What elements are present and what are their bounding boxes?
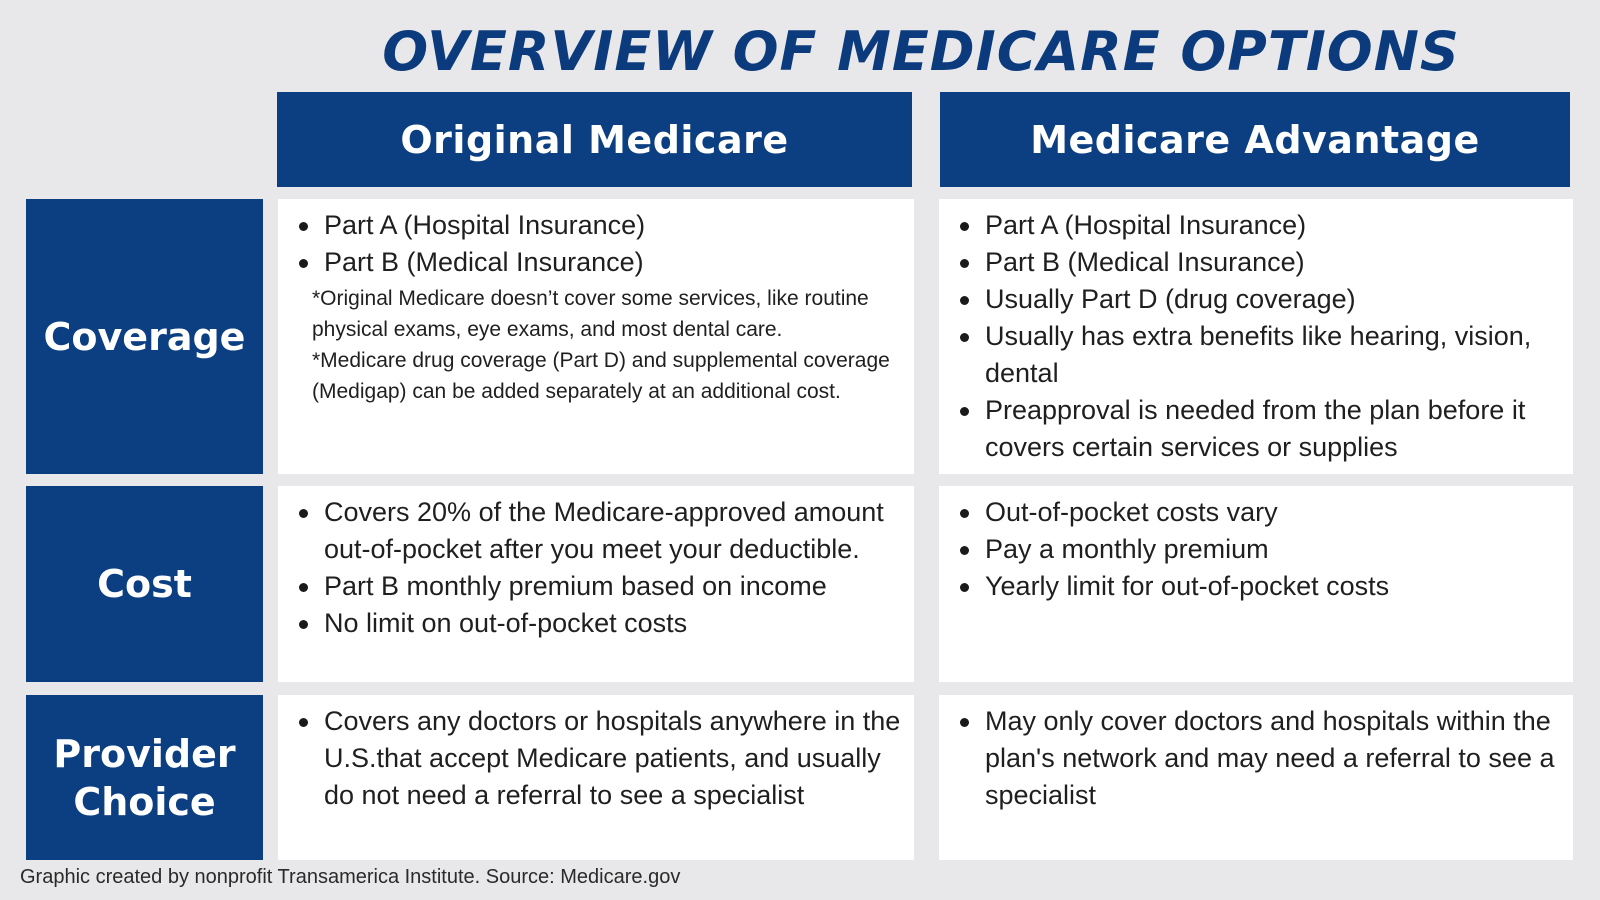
bullet-item	[985, 494, 1565, 531]
bullet-item	[324, 207, 906, 244]
bullet-dot-icon	[299, 718, 308, 727]
bullet-text: Covers 20% of the Medicare-approved amount out-of-pocket after you meet your deductible.	[324, 497, 884, 564]
column-header-original-medicare: Original Medicare	[277, 92, 912, 187]
row-header-provider-label-line1: Provider	[53, 731, 236, 776]
bullet-text: Part B (Medical Insurance)	[324, 247, 644, 277]
bullet-dot-icon	[299, 620, 308, 629]
bullet-text: Usually Part D (drug coverage)	[985, 284, 1356, 314]
bullet-text: May only cover doctors and hospitals within the plan's network and may need a referral to see a specialist	[985, 706, 1555, 810]
bullet-item	[985, 244, 1565, 281]
column-header-medicare-advantage: Medicare Advantage	[940, 92, 1570, 187]
bullet-item	[324, 244, 906, 281]
row-header-coverage-label: Coverage	[43, 314, 246, 359]
bullet-item	[324, 605, 906, 642]
bullet-dot-icon	[960, 583, 969, 592]
cell-cost-original	[278, 486, 914, 682]
bullet-item	[985, 568, 1565, 605]
row-header-cost-label: Cost	[97, 562, 192, 606]
bullet-dot-icon	[960, 546, 969, 555]
bullet-text: Preapproval is needed from the plan before it covers certain services or supplies	[985, 395, 1526, 462]
row-header-cost	[26, 486, 263, 682]
bullet-item	[985, 318, 1565, 392]
bullet-dot-icon	[960, 333, 969, 342]
bullet-dot-icon	[960, 222, 969, 231]
bullet-item	[324, 703, 906, 814]
bullet-list	[939, 695, 1573, 814]
coverage-note: *Original Medicare doesn’t cover some services, like routine physical exams, eye exams, and most dental care.	[312, 287, 869, 341]
row-header-coverage	[26, 199, 263, 474]
cell-cost-advantage	[939, 486, 1573, 682]
bullet-text: Part A (Hospital Insurance)	[324, 210, 646, 240]
page-title: OVERVIEW OF MEDICARE OPTIONS	[382, 20, 1460, 83]
bullet-dot-icon	[960, 509, 969, 518]
bullet-text: Part B monthly premium based on income	[324, 571, 827, 601]
bullet-item	[985, 531, 1565, 568]
bullet-item	[324, 568, 906, 605]
row-header-provider-label-line2: Choice	[73, 779, 216, 824]
bullet-text: Pay a monthly premium	[985, 534, 1269, 564]
cell-provider-original	[278, 695, 914, 860]
row-header-provider-choice	[26, 695, 263, 860]
bullet-text: Yearly limit for out-of-pocket costs	[985, 571, 1390, 601]
bullet-dot-icon	[960, 407, 969, 416]
bullet-dot-icon	[299, 259, 308, 268]
bullet-text: Part B (Medical Insurance)	[985, 247, 1305, 277]
bullet-item	[985, 703, 1565, 814]
bullet-dot-icon	[299, 583, 308, 592]
bullet-text: Part A (Hospital Insurance)	[985, 210, 1307, 240]
bullet-text: Covers any doctors or hospitals anywhere in the U.S.that accept Medicare patients, and usually do not need a referral to see a specialist	[324, 706, 901, 810]
coverage-note: *Medicare drug coverage (Part D) and supplemental coverage (Medigap) can be added separately at an additional cost.	[312, 349, 890, 403]
source-footer: Graphic created by nonprofit Transamerica Institute. Source: Medicare.gov	[20, 866, 681, 888]
bullet-list	[939, 199, 1573, 466]
bullet-item	[985, 392, 1565, 466]
bullet-list	[278, 695, 914, 814]
bullet-text: Out-of-pocket costs vary	[985, 497, 1278, 527]
bullet-dot-icon	[960, 718, 969, 727]
bullet-item	[324, 494, 906, 568]
cell-provider-advantage	[939, 695, 1573, 860]
bullet-item	[985, 207, 1565, 244]
cell-coverage-advantage	[939, 199, 1573, 474]
bullet-list	[939, 486, 1573, 605]
bullet-dot-icon	[960, 296, 969, 305]
bullet-text: No limit on out-of-pocket costs	[324, 608, 688, 638]
bullet-text: Usually has extra benefits like hearing, vision, dental	[985, 321, 1532, 388]
bullet-list	[278, 199, 914, 281]
cell-coverage-original	[278, 199, 914, 474]
bullet-dot-icon	[299, 222, 308, 231]
bullet-dot-icon	[960, 259, 969, 268]
bullet-dot-icon	[299, 509, 308, 518]
bullet-list	[278, 486, 914, 642]
bullet-item	[985, 281, 1565, 318]
